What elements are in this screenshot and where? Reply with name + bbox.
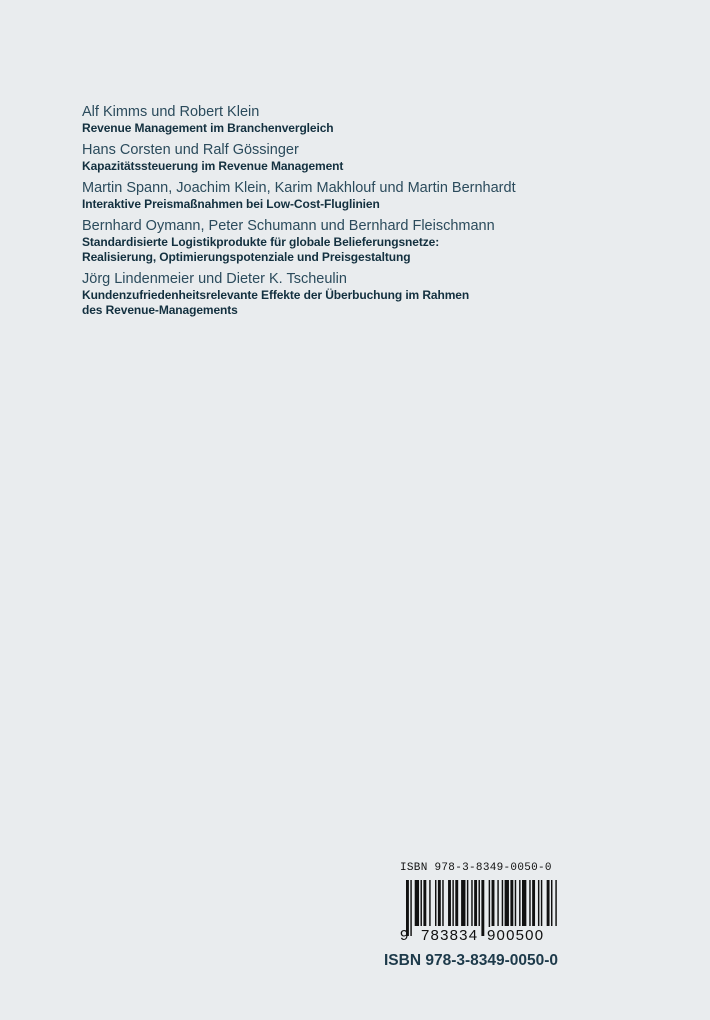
barcode-bar bbox=[479, 880, 480, 926]
barcode-bar bbox=[415, 880, 419, 926]
barcode-bar bbox=[452, 880, 453, 926]
barcode-bar bbox=[497, 880, 498, 926]
ean-left-digits: 783834 bbox=[421, 927, 479, 944]
barcode-bar bbox=[510, 880, 513, 926]
barcode-bar bbox=[505, 880, 509, 926]
entry-title-line: Kundenzufriedenheitsrelevante Effekte der Überbuchung im Rahmen bbox=[82, 288, 470, 302]
barcode-bar bbox=[532, 880, 535, 926]
barcode-bar bbox=[461, 880, 465, 926]
contributions-list bbox=[82, 104, 682, 324]
entry-title-line: Kapazitätssteuerung im Revenue Management bbox=[82, 159, 344, 173]
entry-title bbox=[82, 197, 682, 212]
barcode-bar bbox=[515, 880, 516, 926]
barcode-bar bbox=[481, 880, 484, 936]
barcode-bar bbox=[410, 880, 411, 936]
barcode-bar bbox=[538, 880, 539, 926]
entry-title-line: des Revenue-Managements bbox=[82, 303, 238, 317]
barcode-bar bbox=[519, 880, 520, 926]
barcode-bar bbox=[448, 880, 451, 926]
barcode-bar bbox=[492, 880, 495, 926]
entry-authors: Jörg Lindenmeier und Dieter K. Tscheulin bbox=[82, 271, 347, 287]
entry-3 bbox=[82, 180, 682, 212]
entry-title bbox=[82, 235, 682, 265]
entry-title-line: Realisierung, Optimierungspotenziale und Preisgestaltung bbox=[82, 250, 411, 264]
entry-authors: Alf Kimms und Robert Klein bbox=[82, 104, 260, 120]
barcode-bar bbox=[442, 880, 443, 926]
entry-title-line: Standardisierte Logistikprodukte für globale Belieferungsnetze: bbox=[82, 235, 440, 249]
barcode-bar bbox=[435, 880, 436, 926]
barcode-bar bbox=[547, 880, 550, 926]
barcode-bar bbox=[423, 880, 426, 926]
entry-4 bbox=[82, 218, 682, 265]
entry-title bbox=[82, 288, 682, 318]
ean-right-digits: 900500 bbox=[487, 927, 545, 944]
barcode-bar bbox=[529, 880, 530, 926]
barcode-bar bbox=[471, 880, 472, 926]
entry-title bbox=[82, 159, 682, 174]
barcode-bar bbox=[429, 880, 430, 926]
barcode-bar bbox=[502, 880, 503, 926]
barcode-bar bbox=[551, 880, 552, 926]
isbn-barcode-caption: ISBN 978-3-8349-0050-0 bbox=[400, 862, 552, 874]
entry-2 bbox=[82, 142, 682, 174]
entry-5 bbox=[82, 271, 682, 318]
entry-title-line: Revenue Management im Branchenvergleich bbox=[82, 121, 334, 135]
entry-title bbox=[82, 121, 682, 136]
barcode-bar bbox=[467, 880, 468, 926]
barcode-bar bbox=[455, 880, 458, 926]
barcode-bar bbox=[522, 880, 526, 926]
barcode-bar bbox=[438, 880, 441, 926]
barcode-bar bbox=[541, 880, 542, 926]
barcode-bar bbox=[555, 880, 556, 926]
entry-authors: Bernhard Oymann, Peter Schumann und Bernhard Fleischmann bbox=[82, 218, 495, 234]
barcode-bar bbox=[421, 880, 422, 926]
entry-title-line: Interaktive Preismaßnahmen bei Low-Cost-Fluglinien bbox=[82, 197, 380, 211]
ean-leading-digit: 9 bbox=[400, 927, 409, 944]
barcode-bar bbox=[474, 880, 477, 926]
entry-1 bbox=[82, 104, 682, 136]
isbn-label: ISBN 978-3-8349-0050-0 bbox=[384, 952, 559, 969]
entry-authors: Hans Corsten und Ralf Gössinger bbox=[82, 142, 299, 158]
entry-authors: Martin Spann, Joachim Klein, Karim Makhlouf und Martin Bernhardt bbox=[82, 180, 516, 196]
